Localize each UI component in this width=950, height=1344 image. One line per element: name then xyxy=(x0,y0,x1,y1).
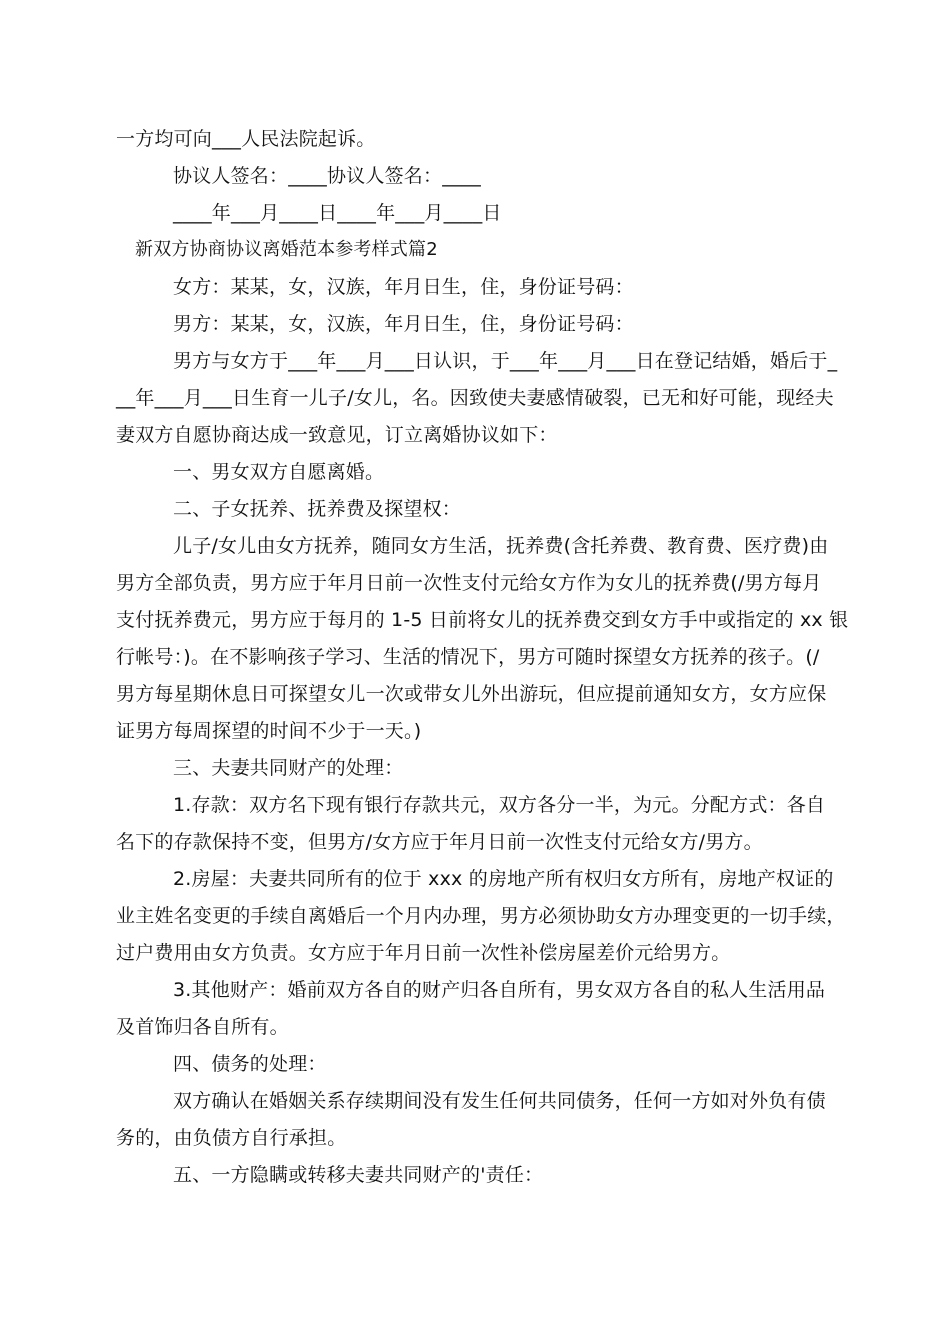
clause-heading: 五、一方隐瞒或转移夫妻共同财产的'责任： xyxy=(173,1164,544,1186)
text-line: 儿子/女儿由女方抚养，随同女方生活，抚养费(含托养费、教育费、医疗费)由 xyxy=(173,535,829,557)
text-line: 妻双方自愿协商达成一致意见，订立离婚协议如下： xyxy=(116,424,558,446)
date-line: ____年___月____日____年___月____日 xyxy=(173,202,502,224)
text-line: __年___月___日生育一儿子/女儿，名。因致使夫妻感情破裂，已无和好可能，现经夫 xyxy=(116,387,834,409)
text-line: 1.存款：双方名下现有银行存款共元，双方各分一半，为元。分配方式：各自 xyxy=(173,794,826,816)
section-title: 新双方协商协议离婚范本参考样式篇2 xyxy=(135,239,438,260)
text-line: 男方与女方于___年___月___日认识，于___年___月___日在登记结婚，婚后于_ xyxy=(173,350,838,372)
clause-heading: 三、夫妻共同财产的处理： xyxy=(173,757,404,779)
text-line: 证男方每周探望的时间不少于一天。) xyxy=(116,720,422,742)
signature-line: 协议人签名：____协议人签名：____ xyxy=(173,165,482,187)
text-line: 男方每星期休息日可探望女儿一次或带女儿外出游玩，但应提前通知女方，女方应保 xyxy=(116,683,827,705)
clause-heading: 二、子女抚养、抚养费及探望权： xyxy=(173,498,462,520)
text-line: 支付抚养费元，男方应于每月的 1-5 日前将女儿的抚养费交到女方手中或指定的 xx 银 xyxy=(116,609,849,631)
text-line: 业主姓名变更的手续自离婚后一个月内办理，男方必须协助女方办理变更的一切手续， xyxy=(116,905,846,927)
clause-heading: 一、男女双方自愿离婚。 xyxy=(173,461,385,483)
text-line: 名下的存款保持不变，但男方/女方应于年月日前一次性支付元给女方/男方。 xyxy=(116,831,763,853)
text-line: 务的，由负债方自行承担。 xyxy=(116,1127,347,1149)
text-line: 2.房屋：夫妻共同所有的位于 xxx 的房地产所有权归女方所有，房地产权证的 xyxy=(173,868,834,890)
clause-heading: 四、债务的处理： xyxy=(173,1053,327,1075)
text-line: 男方全部负责，男方应于年月日前一次性支付元给女方作为女儿的抚养费(/男方每月 xyxy=(116,572,822,594)
text-line: 及首饰归各自所有。 xyxy=(116,1016,289,1038)
text-line: 双方确认在婚姻关系存续期间没有发生任何共同债务，任何一方如对外负有债 xyxy=(173,1090,826,1112)
text-line: 行帐号：)。在不影响孩子学习、生活的情况下，男方可随时探望女方抚养的孩子。(/ xyxy=(116,646,820,668)
text-line: 一方均可向___人民法院起诉。 xyxy=(116,128,376,150)
text-line: 过户费用由女方负责。女方应于年月日前一次性补偿房屋差价元给男方。 xyxy=(116,942,731,964)
text-line: 3.其他财产：婚前双方各自的财产归各自所有，男女双方各自的私人生活用品 xyxy=(173,979,826,1001)
text-line: 女方：某某，女，汉族，年月日生，住，身份证号码： xyxy=(173,276,634,298)
text-line: 男方：某某，女，汉族，年月日生，住，身份证号码： xyxy=(173,313,634,335)
